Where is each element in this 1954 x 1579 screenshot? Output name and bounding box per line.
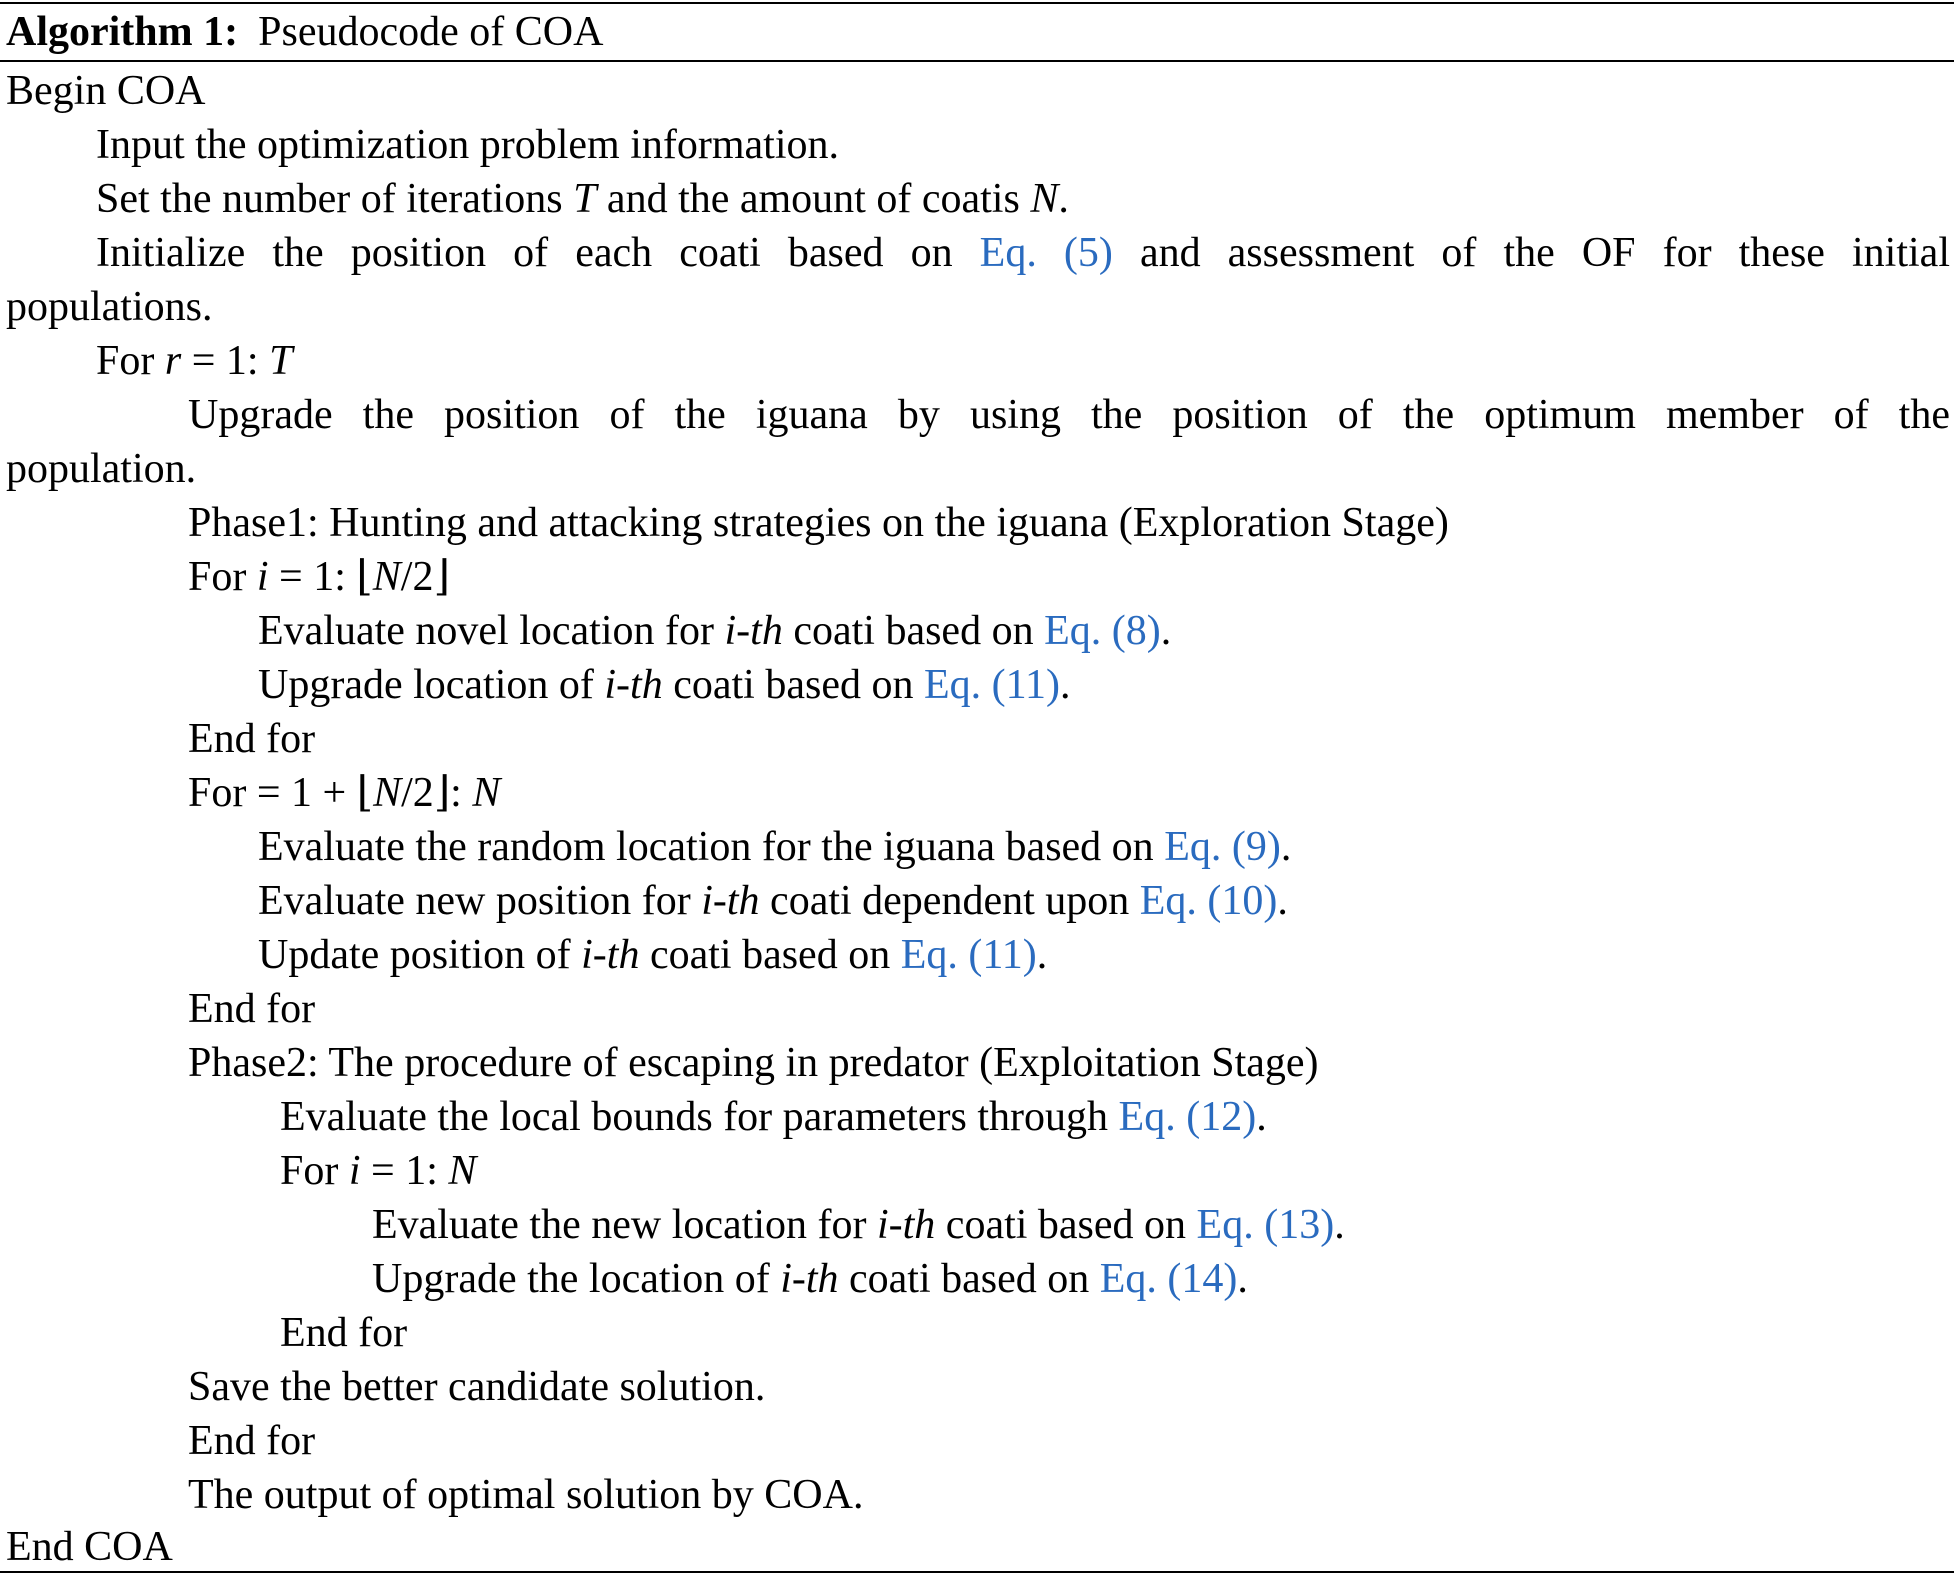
line-eval-novel <box>258 604 1171 658</box>
math-T: T <box>573 176 597 222</box>
line-input <box>96 118 839 172</box>
math-N: N <box>1030 176 1059 222</box>
line-eval-new-position <box>258 874 1288 928</box>
end-for-text: End for <box>188 1418 316 1464</box>
eval-novel-mid: coati based on <box>782 608 1045 654</box>
caption-title: Pseudocode of COA <box>258 9 604 55</box>
math-T: T <box>269 338 293 384</box>
caption-rule <box>0 60 1954 62</box>
phase1-text: Phase1: Hunting and attacking strategies on the iguana (Exploration Stage) <box>188 500 1449 546</box>
line-upgrade-iguana-cont <box>6 442 196 496</box>
set-text: Set the number of iterations <box>96 176 574 222</box>
for-keyword: For <box>280 1148 349 1194</box>
line-upgrade-the-location <box>372 1252 1248 1306</box>
line-for-i-half <box>188 550 450 604</box>
end-for-text: End for <box>188 986 316 1032</box>
eq-12-link[interactable]: Eq. (12) <box>1118 1094 1257 1140</box>
period: . <box>1280 824 1292 870</box>
update-pos-mid: coati based on <box>639 932 901 978</box>
line-for-i-all <box>280 1144 476 1198</box>
line-for-r <box>96 334 292 388</box>
end-for-text: End for <box>188 716 316 762</box>
begin-text: Begin COA <box>6 68 206 114</box>
line-eval-random <box>258 820 1291 874</box>
math-N: N <box>472 770 501 816</box>
for-range: = 1: <box>181 338 270 384</box>
line-upgrade-iguana <box>188 388 1950 442</box>
upgrade-iguana-cont-text: population. <box>6 446 197 492</box>
set-text-end: . <box>1058 176 1069 222</box>
eq-13-link[interactable]: Eq. (13) <box>1196 1202 1335 1248</box>
eq-11-link[interactable]: Eq. (11) <box>900 932 1037 978</box>
eval-bounds-text: Evaluate the local bounds for parameters through <box>280 1094 1119 1140</box>
algorithm-caption <box>6 4 603 60</box>
period: . <box>1160 608 1172 654</box>
save-text: Save the better candidate solution. <box>188 1364 766 1410</box>
eq-14-link[interactable]: Eq. (14) <box>1099 1256 1238 1302</box>
for-keyword: For = 1 + ⌊ <box>188 770 374 816</box>
line-for-second-half <box>188 766 500 820</box>
line-phase2 <box>188 1036 1319 1090</box>
line-end-for-2 <box>188 982 315 1036</box>
line-end-for-1 <box>188 712 315 766</box>
math-N: N <box>372 554 401 600</box>
eq-11-link[interactable]: Eq. (11) <box>923 662 1061 708</box>
eval-newloc-mid: coati based on <box>935 1202 1197 1248</box>
upg-loc-text: Upgrade location of <box>258 662 605 708</box>
eq-8-link[interactable]: Eq. (8) <box>1044 608 1161 654</box>
eval-newloc-text: Evaluate the new location for <box>372 1202 877 1248</box>
eval-newpos-text: Evaluate new position for <box>258 878 702 924</box>
period: . <box>1036 932 1048 978</box>
eval-novel-text: Evaluate novel location for <box>258 608 725 654</box>
math-ith: i-th <box>724 608 783 654</box>
math-ith: i-th <box>581 932 640 978</box>
upg-loc-mid: coati based on <box>662 662 924 708</box>
math-ith: i-th <box>876 1202 936 1248</box>
line-end-for-3 <box>280 1306 407 1360</box>
line-update-position <box>258 928 1047 982</box>
math-i: i <box>348 1148 361 1194</box>
eval-newpos-mid: coati dependent upon <box>759 878 1140 924</box>
line-eval-bounds <box>280 1090 1267 1144</box>
set-text-mid: and the amount of coatis <box>596 176 1031 222</box>
line-save <box>188 1360 765 1414</box>
end-for-text: End for <box>280 1310 408 1356</box>
input-text: Input the optimization problem information. <box>96 122 840 168</box>
init-text: Initialize the position of each coati based on <box>96 230 980 276</box>
for-range: /2⌋: <box>401 770 473 816</box>
update-pos-text: Update position of <box>258 932 582 978</box>
math-ith: i-th <box>701 878 760 924</box>
line-set <box>96 172 1069 226</box>
period: . <box>1334 1202 1345 1248</box>
eq-9-link[interactable]: Eq. (9) <box>1164 824 1281 870</box>
eq-5-link[interactable]: Eq. (5) <box>979 230 1113 276</box>
period: . <box>1237 1256 1248 1302</box>
caption-label: Algorithm 1: <box>6 9 239 55</box>
init-text-end: and assessment of the OF for these initial <box>1112 230 1950 276</box>
line-phase1 <box>188 496 1449 550</box>
for-keyword: For <box>96 338 165 384</box>
upgrade-iguana-text: Upgrade the position of the iguana by using the position of the optimum member of the <box>188 392 1950 438</box>
line-end <box>6 1520 173 1574</box>
math-ith: i-th <box>780 1256 839 1302</box>
line-end-for-4 <box>188 1414 315 1468</box>
upg-theloc-text: Upgrade the location of <box>372 1256 781 1302</box>
period: . <box>1256 1094 1267 1140</box>
math-ith: i-th <box>604 662 663 708</box>
line-begin <box>6 64 206 118</box>
period: . <box>1060 662 1071 708</box>
math-i: i <box>256 554 269 600</box>
math-N: N <box>373 770 402 816</box>
bottom-rule <box>0 1571 1954 1573</box>
for-keyword: For <box>188 554 257 600</box>
line-upgrade-location <box>258 658 1071 712</box>
line-eval-new-location <box>372 1198 1345 1252</box>
for-range: = 1: <box>360 1148 449 1194</box>
line-initialize <box>96 226 1950 280</box>
upg-theloc-mid: coati based on <box>838 1256 1100 1302</box>
period: . <box>1277 878 1288 924</box>
end-text: End COA <box>6 1524 173 1570</box>
line-initialize-cont <box>6 280 213 334</box>
output-text: The output of optimal solution by COA. <box>188 1472 864 1518</box>
phase2-text: Phase2: The procedure of escaping in predator (Exploitation Stage) <box>188 1040 1319 1086</box>
eq-10-link[interactable]: Eq. (10) <box>1139 878 1278 924</box>
line-output <box>188 1468 863 1522</box>
math-r: r <box>164 338 182 384</box>
math-N: N <box>448 1148 477 1194</box>
for-range-end: /2⌋ <box>400 554 450 600</box>
for-range: = 1: ⌊ <box>268 554 373 600</box>
init-cont-text: populations. <box>6 284 213 330</box>
eval-random-text: Evaluate the random location for the iguana based on <box>258 824 1165 870</box>
